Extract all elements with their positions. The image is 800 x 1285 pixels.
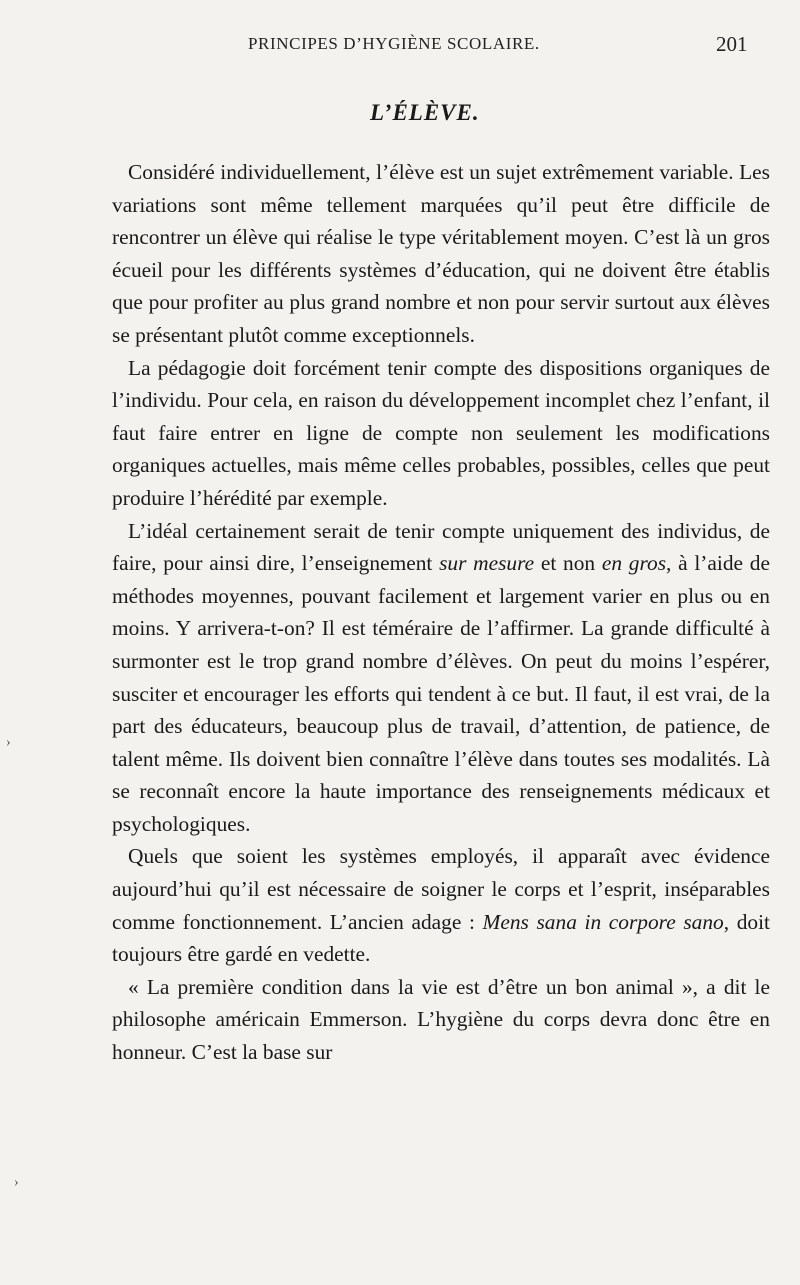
paragraph-3-part-2: et non — [534, 551, 602, 576]
paragraph-1: Considéré individuellement, l’élève est un sujet extrêmement variable. Les variations sont même tellement marquées qu’il peut être difficile de rencontrer un élève qui réalise le type véritablement moyen. C’est là un gros écueil pour les différents systèmes d’éducation, qui ne doivent être établis que pour profiter au plus grand nombre et non pour servir surtout aux élèves se présentant plutôt comme exceptionnels. — [112, 160, 770, 347]
paragraph-3-part-3: , à l’aide de méthodes moyennes, pouvant facilement et largement varier en plus ou en moins. Y arrivera-t-on? Il est téméraire de l’affirmer. La grande difficulté à surmonter est le trop grand nombre d’élèves. On peut du moins l’espérer, susciter et encourager les efforts qui tendent à ce but. Il faut, il est vrai, de la part des éducateurs, beaucoup plus de travail, d’attention, de patience, de talent même. Ils doivent bien connaître l’élève dans toutes ses modalités. Là se reconnaît encore la haute importance des renseignements médicaux et psychologiques. — [112, 551, 770, 836]
page-number: 201 — [716, 32, 748, 56]
paragraph-3-italic-2: en gros — [601, 551, 667, 576]
section-title: L’ÉLÈVE. — [370, 100, 480, 125]
margin-mark-icon: › — [14, 1175, 19, 1190]
running-title: PRINCIPES D’HYGIÈNE SCOLAIRE. — [248, 34, 540, 53]
paragraph-5: « La première condition dans la vie est d’être un bon animal », a dit le philosophe américain Emmerson. L’hygiène du corps devra donc être en honneur. C’est la base sur — [112, 974, 770, 1065]
paragraph-4-part-2: , doit toujours être gardé en vedette. — [112, 909, 770, 967]
paragraph-3-italic-1: sur mesure — [439, 551, 535, 576]
paragraph-4-part-1: Quels que soient les systèmes employés, il apparaît avec évidence aujourd’hui qu’il est nécessaire de soigner le corps et l’esprit, inséparables comme fonctionnement. L’ancien adage : — [112, 844, 770, 934]
paragraph-4 — [112, 840, 770, 970]
paragraph-3-part-1: L’idéal certainement serait de tenir compte uniquement des individus, de faire, pour ainsi dire, l’enseignement — [112, 518, 770, 576]
body-text — [112, 156, 770, 1069]
paragraph-2: La pédagogie doit forcément tenir compte des dispositions organiques de l’individu. Pour cela, en raison du développement incomplet chez l’enfant, il faut faire entrer en ligne de compte non seulement les modifications organiques actuelles, mais même celles probables, possibles, celles que peut produire l’hérédité par exemple. — [112, 355, 770, 510]
paragraph-4-italic-1: Mens sana in corpore sano — [482, 909, 724, 934]
paragraph-3 — [112, 515, 770, 841]
margin-mark-icon: › — [6, 735, 11, 750]
